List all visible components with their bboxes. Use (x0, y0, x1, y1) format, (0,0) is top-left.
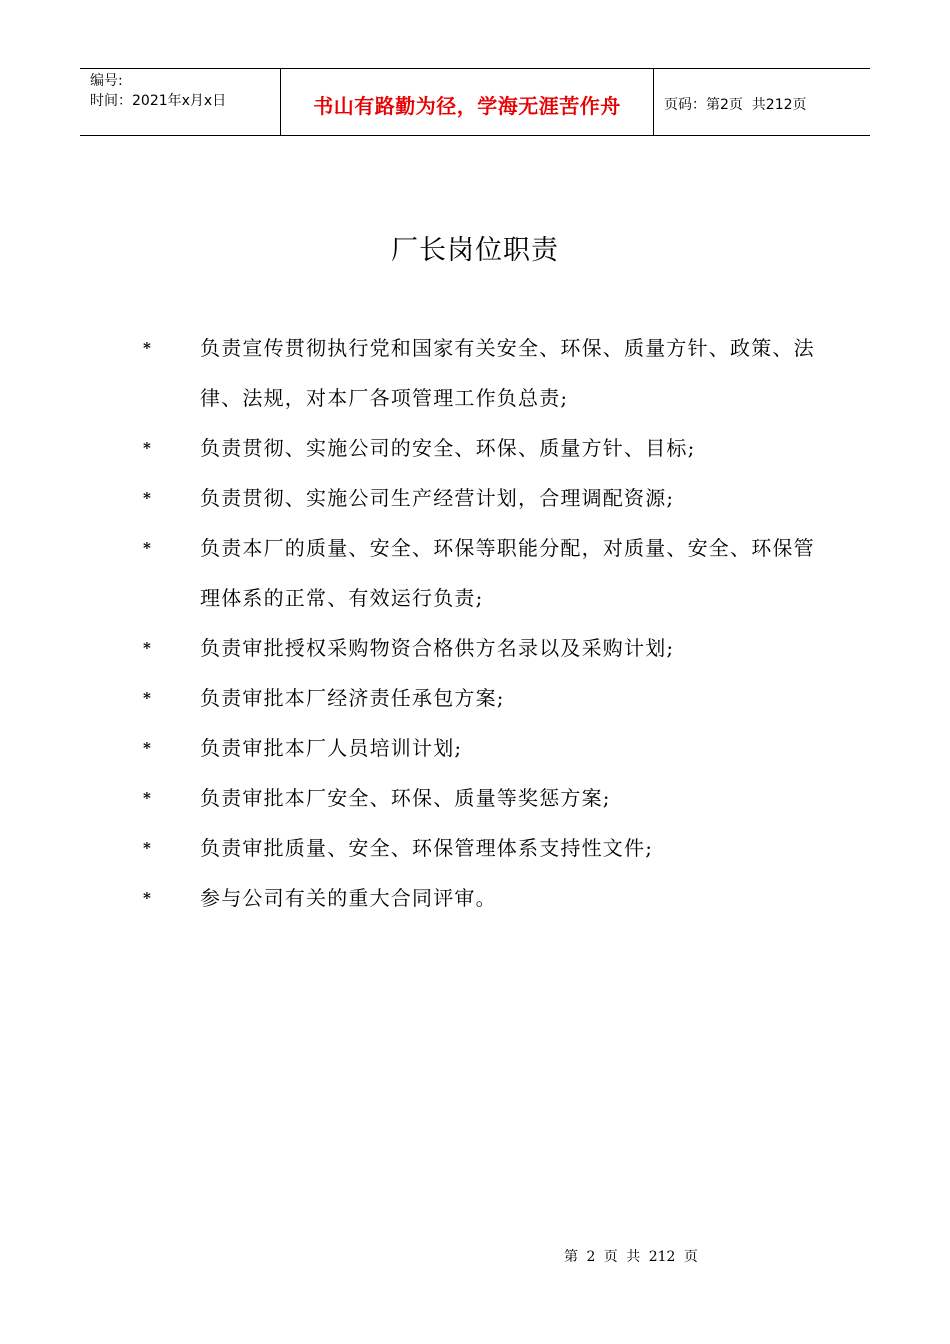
bullet-asterisk-icon: * (143, 689, 153, 707)
bullet-asterisk-icon: * (143, 889, 153, 907)
header-meta-cell (80, 69, 281, 135)
list-item (0, 723, 830, 773)
duty-text: 负责贯彻、实施公司的安全、环保、质量方针、目标; (200, 436, 696, 460)
list-item (0, 873, 830, 923)
duty-text: 负责宣传贯彻执行党和国家有关安全、环保、质量方针、政策、法律、法规，对本厂各项管理工作负总责; (200, 336, 815, 410)
header-page-info: 页码：第2页 共212页 (664, 97, 807, 113)
duty-text: 负责本厂的质量、安全、环保等职能分配，对质量、安全、环保管理体系的正常、有效运行负责; (200, 536, 815, 610)
footer-page-number: 第 2 页 共 212 页 (564, 1249, 698, 1265)
duty-text: 负责审批本厂经济责任承包方案; (200, 686, 505, 710)
list-item (0, 773, 830, 823)
duty-text: 负责审批授权采购物资合格供方名录以及采购计划; (200, 636, 675, 660)
bullet-asterisk-icon: * (143, 839, 153, 857)
duty-list (0, 323, 950, 923)
document-number-label: 编号: (90, 73, 123, 89)
bullet-asterisk-icon: * (143, 789, 153, 807)
list-item (0, 423, 830, 473)
duty-text: 负责贯彻、实施公司生产经营计划，合理调配资源; (200, 486, 675, 510)
duty-text: 负责审批质量、安全、环保管理体系支持性文件; (200, 836, 654, 860)
bullet-asterisk-icon: * (143, 739, 153, 757)
bullet-asterisk-icon: * (143, 339, 153, 357)
list-item (0, 823, 830, 873)
duty-text: 负责审批本厂安全、环保、质量等奖惩方案; (200, 786, 611, 810)
header-page-cell (654, 69, 870, 135)
document-date-label: 时间：2021年x月x日 (90, 93, 227, 109)
bullet-asterisk-icon: * (143, 639, 153, 657)
header-motto: 书山有路勤为径，学海无涯苦作舟 (313, 93, 621, 118)
list-item (0, 323, 830, 423)
page-header (80, 68, 870, 136)
list-item (0, 673, 830, 723)
bullet-asterisk-icon: * (143, 439, 153, 457)
bullet-asterisk-icon: * (143, 489, 153, 507)
list-item (0, 623, 830, 673)
duty-text: 负责审批本厂人员培训计划; (200, 736, 463, 760)
document-title: 厂长岗位职责 (391, 235, 559, 266)
header-motto-cell (281, 69, 654, 135)
list-item (0, 523, 830, 623)
duty-text: 参与公司有关的重大合同评审。 (200, 886, 497, 910)
bullet-asterisk-icon: * (143, 539, 153, 557)
list-item (0, 473, 830, 523)
